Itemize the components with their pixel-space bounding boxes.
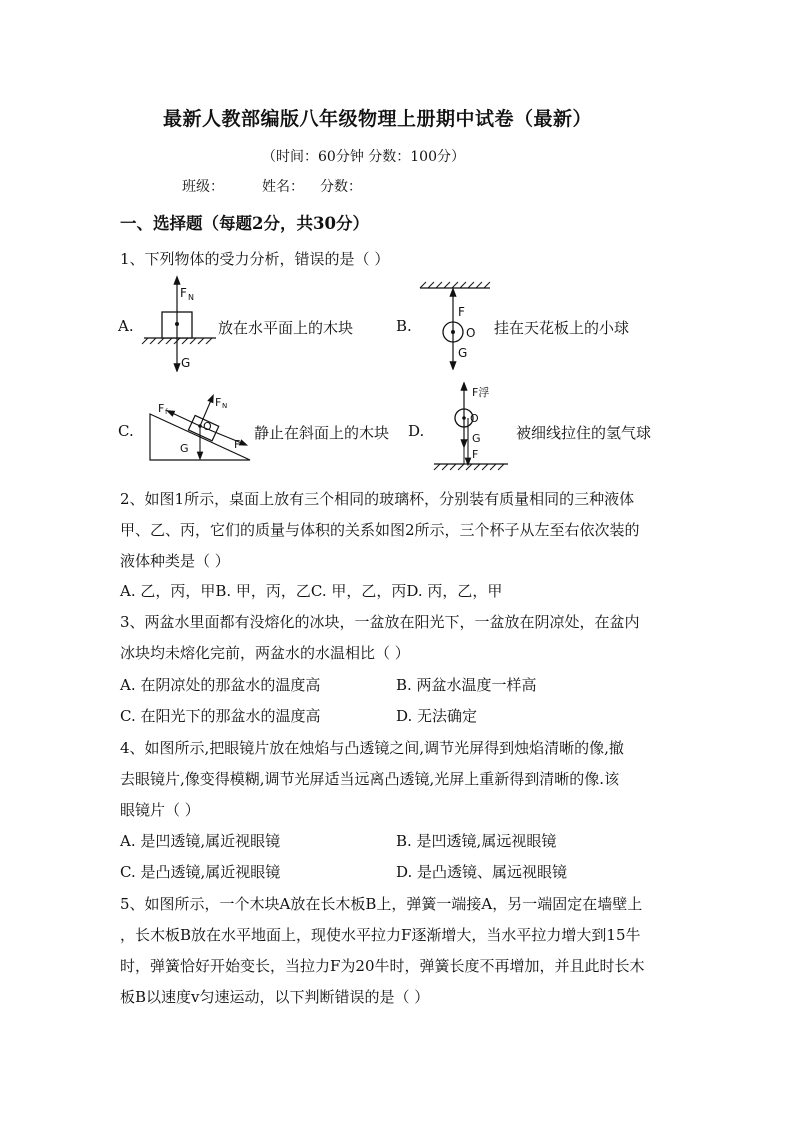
fig-a-g-label: G — [181, 356, 191, 370]
q1-option-c-letter: C. — [118, 422, 134, 440]
q3-option-a: A. 在阴凉处的那盆水的温度高 — [120, 676, 321, 694]
fig-c-f-label: F — [234, 438, 241, 451]
q4-option-b: B. 是凹透镜,属远视眼镜 — [396, 832, 557, 850]
fig-b-g-label: G — [458, 346, 468, 360]
question-3-line-1: 3、两盆水里面都有没熔化的冰块，一盆放在阳光下，一盆放在阴凉处，在盆内 — [120, 613, 640, 631]
q3-option-c: C. 在阳光下的那盆水的温度高 — [120, 707, 321, 725]
class-label: 班级： — [182, 179, 224, 195]
question-5-line-1: 5、如图所示，一个木块A放在长木板B上，弹簧一端接A，另一端固定在墙壁上 — [120, 895, 643, 913]
question-2-line-3: 液体种类是（ ） — [120, 552, 230, 570]
q1-option-d-text: 被细线拉住的氢气球 — [516, 424, 652, 442]
fig-b-o-label: O — [466, 326, 476, 340]
question-4-line-1: 4、如图所示,把眼镜片放在烛焰与凸透镜之间,调节光屏得到烛焰清晰的像,撤 — [120, 739, 624, 757]
fig-d-g-label: G — [472, 432, 481, 445]
figure-a-block-on-surface — [140, 272, 220, 372]
fig-a-fn-label: F — [180, 286, 187, 300]
name-label: 姓名： — [262, 179, 304, 195]
question-4-line-2: 去眼镜片,像变得模糊,调节光屏适当远离凸透镜,光屏上重新得到清晰的像.该 — [120, 770, 620, 788]
fig-c-g-label: G — [180, 442, 189, 455]
q4-option-c: C. 是凸透镜,属近视眼镜 — [120, 863, 281, 881]
question-4-line-3: 眼镜片（ ） — [120, 801, 200, 819]
time-score-line: （时间：60分钟 分数：100分） — [262, 149, 465, 165]
question-5-line-4: 板B以速度v匀速运动，以下判断错误的是（ ） — [120, 988, 430, 1006]
fig-d-f-label: F — [472, 448, 479, 461]
question-2-line-2: 甲、乙、丙，它们的质量与体积的关系如图2所示，三个杯子从左至右依次装的 — [120, 521, 640, 539]
question-2-options: A. 乙，丙，甲B. 甲，丙，乙C. 甲，乙，丙D. 丙，乙，甲 — [120, 582, 503, 600]
question-3-line-2: 冰块均未熔化完前，两盆水的水温相比（ ） — [120, 644, 410, 662]
q1-option-b-text: 挂在天花板上的小球 — [494, 319, 630, 337]
figure-b-hanging-ball — [416, 280, 496, 370]
fig-c-fn-label: F — [215, 396, 222, 409]
q1-option-c-text: 静止在斜面上的木块 — [254, 424, 390, 442]
q3-option-b: B. 两盆水温度一样高 — [396, 676, 537, 694]
q4-option-a: A. 是凹透镜,属近视眼镜 — [120, 832, 281, 850]
q1-option-a-text: 放在水平面上的木块 — [218, 319, 354, 337]
fig-c-o-label: O — [203, 420, 212, 433]
q1-option-d-letter: D. — [408, 422, 425, 440]
section-heading: 一、选择题（每题2分，共30分） — [120, 214, 369, 233]
question-2-line-1: 2、如图1所示，桌面上放有三个相同的玻璃杯，分别装有质量相同的三种液体 — [120, 490, 635, 508]
fig-c-fn-sub: N — [222, 402, 228, 410]
fig-d-ffu-label: F浮 — [472, 386, 490, 399]
figure-c-block-on-incline — [146, 388, 258, 464]
fig-c-ff-label: F — [158, 402, 165, 415]
question-1-stem: 1、下列物体的受力分析，错误的是（ ） — [120, 250, 390, 268]
question-5-line-2: ，长木板B放在水平地面上，现使水平拉力F逐渐增大，当水平拉力增大到15牛 — [120, 926, 641, 944]
score-label: 分数： — [320, 179, 362, 195]
figure-d-tethered-balloon — [430, 382, 512, 474]
q1-option-a-letter: A. — [118, 317, 134, 335]
fig-b-f-label: F — [458, 305, 465, 319]
question-5-line-3: 时，弹簧恰好开始变长，当拉力F为20牛时，弹簧长度不再增加，并且此时长木 — [120, 957, 645, 975]
page-title: 最新人教部编版八年级物理上册期中试卷（最新） — [163, 108, 593, 130]
fig-a-fn-sub: N — [188, 293, 194, 302]
q1-option-b-letter: B. — [396, 317, 412, 335]
fig-c-ff-sub: f — [165, 408, 168, 416]
fig-d-o-label: O — [470, 412, 479, 425]
q4-option-d: D. 是凸透镜、属远视眼镜 — [396, 863, 568, 881]
q3-option-d: D. 无法确定 — [396, 707, 478, 725]
